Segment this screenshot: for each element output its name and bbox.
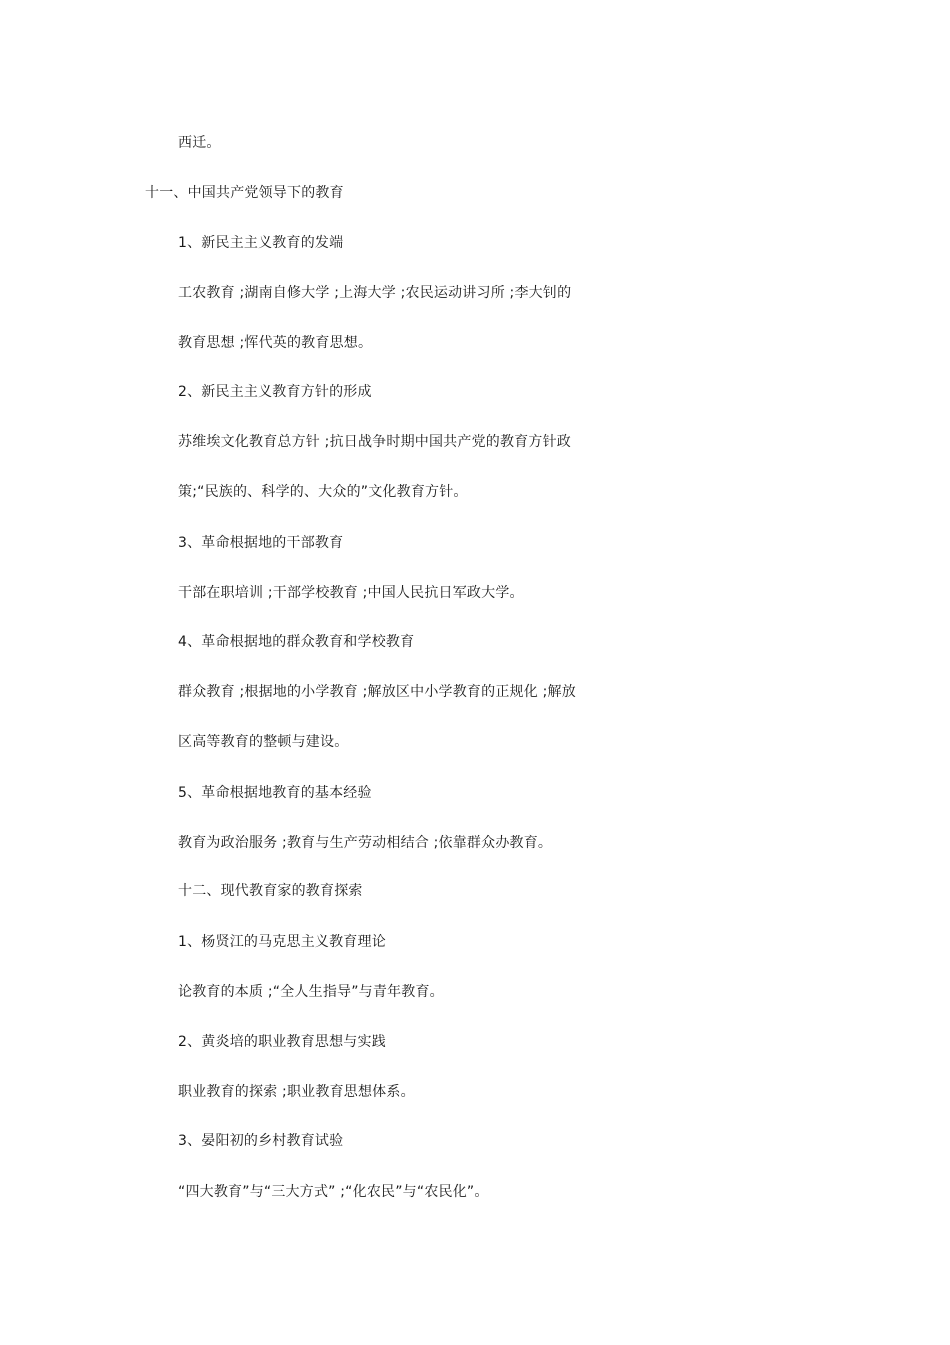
- section-heading-12: 十二、现代教育家的教育探索: [178, 883, 363, 899]
- subsection-heading: 3、晏阳初的乡村教育试验: [178, 1133, 344, 1149]
- text-line-continuation: 西迁。: [178, 135, 221, 151]
- text-line: 教育思想 ;恽代英的教育思想。: [178, 335, 373, 351]
- text-line: 职业教育的探索 ;职业教育思想体系。: [178, 1084, 415, 1100]
- text-line: 策;“民族的、科学的、大众的”文化教育方针。: [178, 484, 468, 500]
- subsection-heading: 4、革命根据地的群众教育和学校教育: [178, 634, 415, 650]
- subsection-heading: 2、新民主主义教育方针的形成: [178, 384, 372, 400]
- subsection-heading: 3、革命根据地的干部教育: [178, 535, 344, 551]
- subsection-heading: 1、新民主主义教育的发端: [178, 235, 344, 251]
- section-heading-11: 十一、中国共产党领导下的教育: [145, 185, 344, 201]
- text-line: 苏维埃文化教育总方针 ;抗日战争时期中国共产党的教育方针政: [178, 434, 571, 450]
- subsection-heading: 1、杨贤江的马克思主义教育理论: [178, 934, 386, 950]
- text-line: 教育为政治服务 ;教育与生产劳动相结合 ;依靠群众办教育。: [178, 835, 553, 851]
- text-line: 群众教育 ;根据地的小学教育 ;解放区中小学教育的正规化 ;解放: [178, 684, 576, 700]
- subsection-heading: 5、革命根据地教育的基本经验: [178, 785, 372, 801]
- text-line: 区高等教育的整顿与建设。: [178, 734, 349, 750]
- text-line: 干部在职培训 ;干部学校教育 ;中国人民抗日军政大学。: [178, 585, 524, 601]
- text-line: 工农教育 ;湖南自修大学 ;上海大学 ;农民运动讲习所 ;李大钊的: [178, 285, 572, 301]
- subsection-heading: 2、黄炎培的职业教育思想与实践: [178, 1034, 386, 1050]
- text-line: 论教育的本质 ;“全人生指导”与青年教育。: [178, 984, 444, 1000]
- text-line: “四大教育”与“三大方式” ;“化农民”与“农民化”。: [178, 1184, 489, 1200]
